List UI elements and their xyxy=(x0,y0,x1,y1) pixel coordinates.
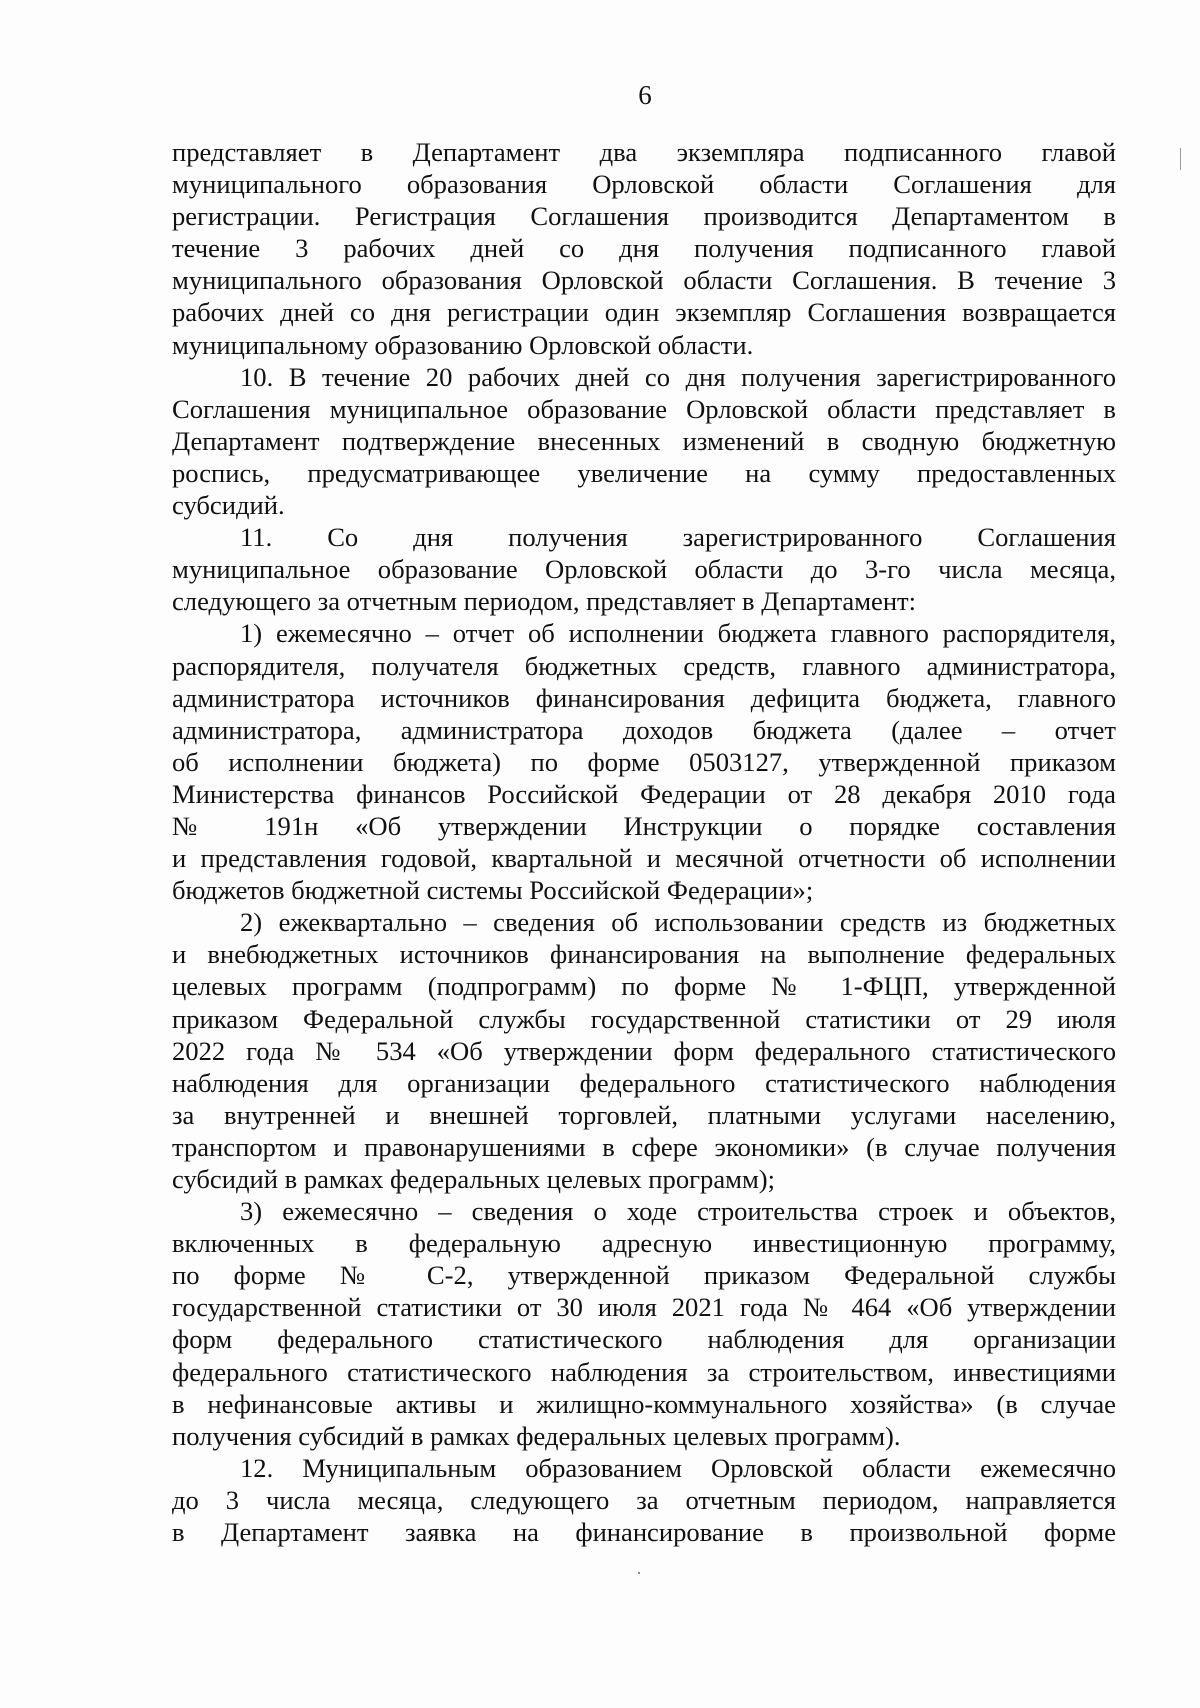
text-line: до 3 числа месяца, следующего за отчетным периодом, направляется xyxy=(172,1484,1116,1515)
text-line: Департамент подтверждение внесенных изменений в сводную бюджетную xyxy=(172,425,1116,456)
text-line: целевых программ (подпрограмм) по форме № 1-ФЦП, утвержденной xyxy=(172,971,1116,1002)
text-line: получения субсидий в рамках федеральных целевых программ). xyxy=(172,1420,901,1451)
text-line: об исполнении бюджета) по форме 0503127, утвержденной приказом xyxy=(172,746,1116,777)
text-line: включенных в федеральную адресную инвестиционную программу, xyxy=(172,1228,1116,1259)
text-line: приказом Федеральной службы государственной статистики от 29 июля xyxy=(172,1003,1116,1034)
text-line: распорядителя, получателя бюджетных средств, главного администратора, xyxy=(172,650,1116,681)
text-line: администратора, администратора доходов бюджета (далее – отчет xyxy=(172,714,1116,745)
paragraph xyxy=(172,521,1116,617)
text-line: следующего за отчетным периодом, представляет в Департамент: xyxy=(172,586,917,617)
text-line: Министерства финансов Российской Федерации от 28 декабря 2010 года xyxy=(172,778,1116,809)
text-line: бюджетов бюджетной системы Российской Федерации»; xyxy=(172,875,814,906)
text-line: в Департамент заявка на финансирование в произвольной форме xyxy=(172,1517,1116,1548)
text-line: администратора источников финансирования дефицита бюджета, главного xyxy=(172,682,1116,713)
text-line: субсидий в рамках федеральных целевых программ); xyxy=(172,1164,776,1194)
paragraph xyxy=(172,136,1116,361)
text-line: наблюдения для организации федерального статистического наблюдения xyxy=(172,1067,1116,1098)
text-line: муниципальное образование Орловской области до 3-го числа месяца, xyxy=(172,554,1116,585)
paragraph xyxy=(172,906,1116,1195)
text-line: и внебюджетных источников финансирования на выполнение федеральных xyxy=(172,939,1116,970)
document-body xyxy=(172,136,1116,1548)
text-line: 10. В течение 20 рабочих дней со дня получения зарегистрированного xyxy=(240,361,1116,392)
text-line: рабочих дней со дня регистрации один экземпляр Соглашения возвращается xyxy=(172,297,1116,328)
text-line: представляет в Департамент два экземпляра подписанного главой xyxy=(172,137,1116,167)
text-line: муниципального образования Орловской области Соглашения. В течение 3 xyxy=(172,265,1116,296)
text-line: течение 3 рабочих дней со дня получения подписанного главой xyxy=(172,233,1116,264)
scan-margin-mark xyxy=(1180,148,1181,170)
text-line: и представления годовой, квартальной и месячной отчетности об исполнении xyxy=(172,843,1116,874)
paragraph xyxy=(172,361,1116,521)
text-line: Соглашения муниципальное образование Орловской области представляет в xyxy=(172,393,1116,424)
text-line: за внутренней и внешней торговлей, платными услугами населению, xyxy=(172,1099,1116,1130)
paragraph xyxy=(172,617,1116,906)
text-line: 2022 года № 534 «Об утверждении форм федерального статистического xyxy=(172,1035,1116,1066)
paragraph xyxy=(172,1452,1116,1548)
text-line: федерального статистического наблюдения за строительством, инвестициями xyxy=(172,1356,1116,1387)
text-line: муниципального образования Орловской области Соглашения для xyxy=(172,169,1116,200)
text-line: 1) ежемесячно – отчет об исполнении бюджета главного распорядителя, xyxy=(240,618,1116,649)
paragraph xyxy=(172,1195,1116,1452)
text-line: в нефинансовые активы и жилищно-коммунального хозяйства» (в случае xyxy=(172,1388,1116,1419)
text-line: транспортом и правонарушениями в сфере экономики» (в случае получения xyxy=(172,1131,1116,1162)
text-line: регистрации. Регистрация Соглашения производится Департаментом в xyxy=(172,201,1116,232)
text-line: форм федерального статистического наблюдения для организации xyxy=(172,1324,1116,1355)
text-line: субсидий. xyxy=(172,490,285,521)
text-line: муниципальному образованию Орловской области. xyxy=(172,329,754,360)
page-number: 6 xyxy=(638,80,652,110)
text-line: 2) ежеквартально – сведения об использовании средств из бюджетных xyxy=(240,907,1116,938)
scan-artifact-dot xyxy=(638,1572,640,1574)
text-line: роспись, предусматривающее увеличение на сумму предоставленных xyxy=(172,457,1116,488)
text-line: государственной статистики от 30 июля 2021 года № 464 «Об утверждении xyxy=(172,1292,1116,1323)
text-line: 12. Муниципальным образованием Орловской области ежемесячно xyxy=(240,1452,1116,1483)
text-line: 3) ежемесячно – сведения о ходе строительства строек и объектов, xyxy=(240,1196,1116,1227)
text-line: по форме № С-2, утвержденной приказом Федеральной службы xyxy=(172,1260,1116,1291)
text-line: 11. Со дня получения зарегистрированного Соглашения xyxy=(240,522,1116,553)
text-line: № 191н «Об утверждении Инструкции о порядке составления xyxy=(172,810,1116,841)
